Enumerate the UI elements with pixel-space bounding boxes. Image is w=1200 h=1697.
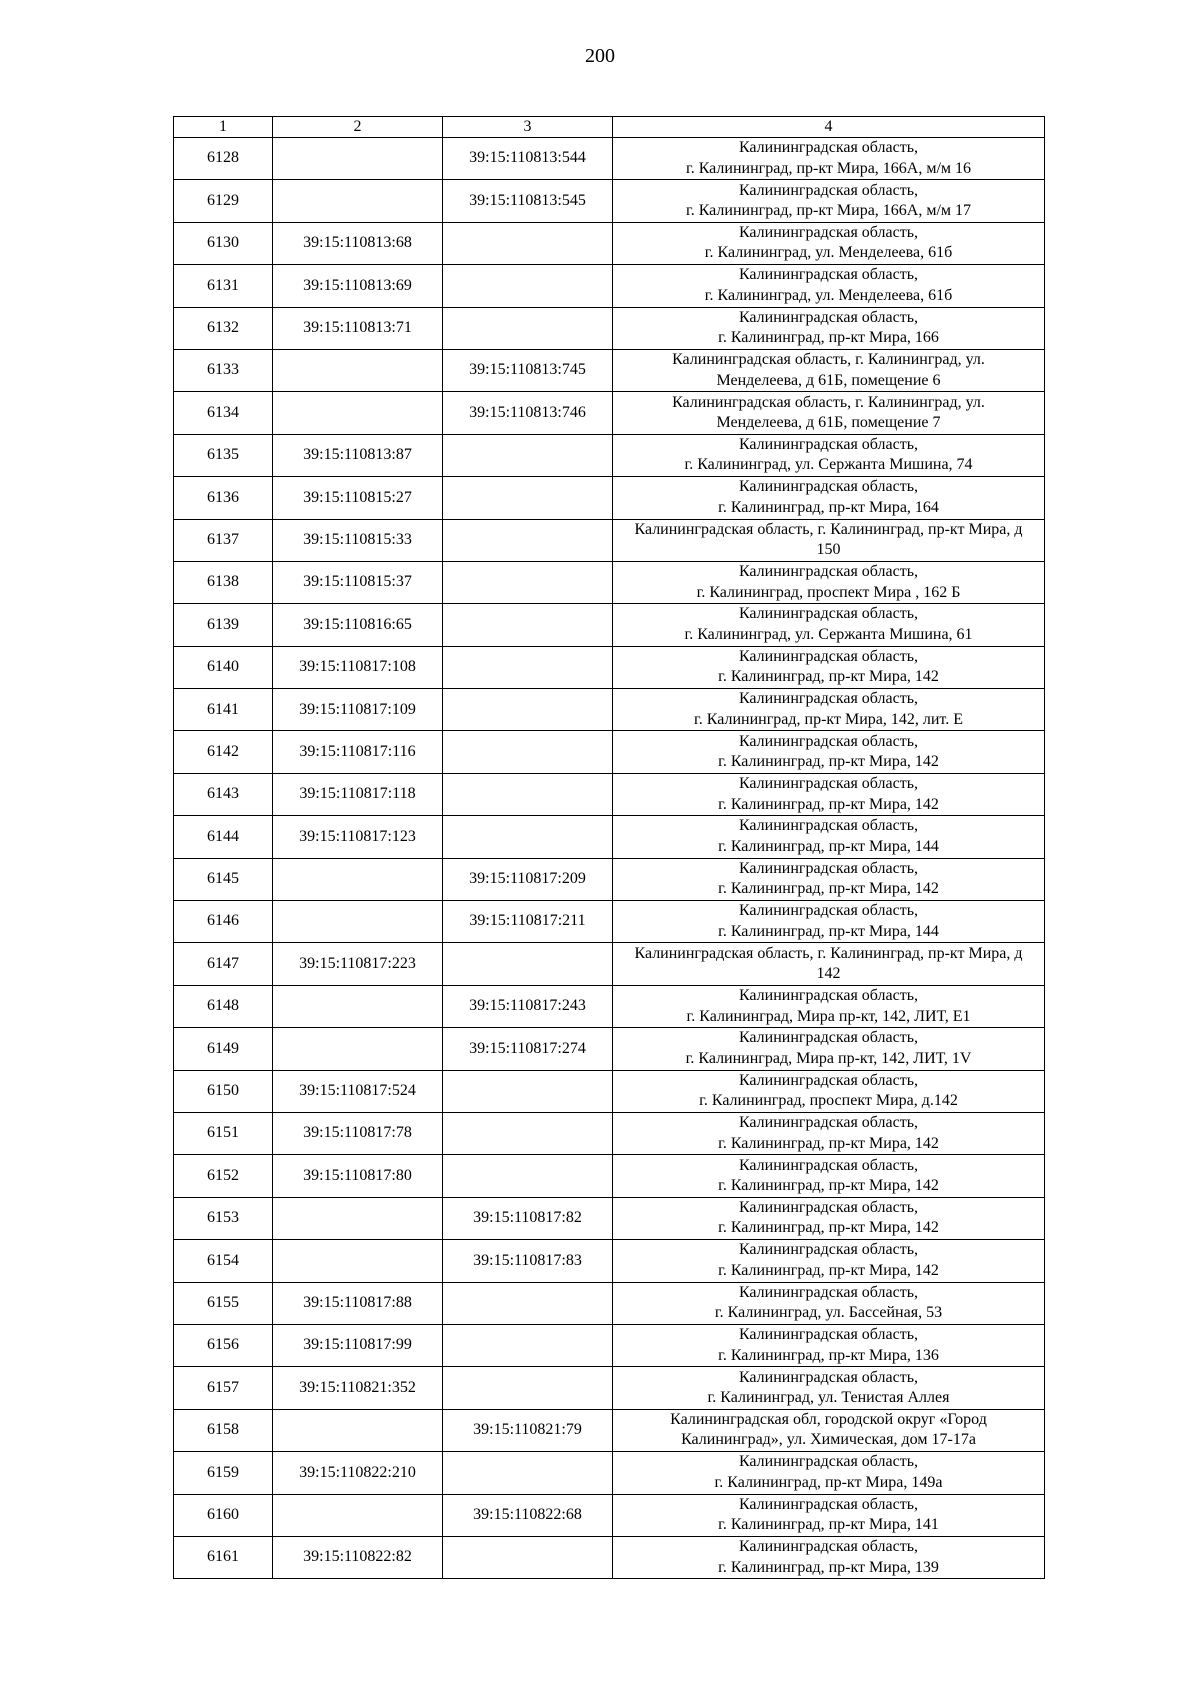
cell-address: [613, 1282, 1045, 1324]
address-line: г. Калининград, пр-кт Мира, 164: [718, 498, 939, 516]
cell-address: [613, 349, 1045, 391]
cell-building-cadastral: [443, 477, 613, 519]
table-row: [174, 1324, 1045, 1366]
cell-land-cadastral: 39:15:110817:99: [273, 1324, 443, 1366]
cell-building-cadastral: [443, 773, 613, 815]
address-line: Калининградская область,: [738, 266, 919, 284]
cell-building-cadastral: [443, 816, 613, 858]
cell-building-cadastral: [443, 1367, 613, 1409]
header-row: [174, 117, 1045, 138]
address-line: Менделеева, д 61Б, помещение 6: [716, 371, 941, 389]
cell-land-cadastral: 39:15:110822:210: [273, 1452, 443, 1494]
cell-building-cadastral: [443, 434, 613, 476]
table-row: [174, 519, 1045, 561]
cell-building-cadastral: [443, 731, 613, 773]
column-header-address: 4: [613, 117, 1045, 138]
cell-address: [613, 477, 1045, 519]
table-row: [174, 307, 1045, 349]
cell-building-cadastral: 39:15:110817:274: [443, 1028, 613, 1070]
address-line: г. Калининград, пр-кт Мира, 141: [718, 1516, 939, 1534]
table-row: [174, 392, 1045, 434]
cell-building-cadastral: [443, 307, 613, 349]
cell-address: [613, 1112, 1045, 1154]
address-line: г. Калининград, пр-кт Мира, 142: [718, 1261, 939, 1279]
table-row: [174, 1409, 1045, 1451]
table-row: [174, 858, 1045, 900]
cell-number: 6134: [174, 392, 273, 434]
cell-address: [613, 943, 1045, 985]
cell-land-cadastral: [273, 1494, 443, 1536]
table-row: [174, 1367, 1045, 1409]
cell-number: 6133: [174, 349, 273, 391]
cell-land-cadastral: 39:15:110813:71: [273, 307, 443, 349]
cell-address: [613, 816, 1045, 858]
cell-land-cadastral: 39:15:110817:108: [273, 646, 443, 688]
address-line: г. Калининград, пр-кт Мира, 144: [718, 922, 939, 940]
address-line: Калининградская область,: [738, 987, 919, 1004]
cell-land-cadastral: 39:15:110817:80: [273, 1155, 443, 1197]
cell-land-cadastral: [273, 138, 443, 180]
cell-number: 6148: [174, 985, 273, 1027]
address-line: г. Калининград, пр-кт Мира, 166А, м/м 17: [685, 202, 972, 220]
cell-address: [613, 985, 1045, 1027]
address-line: Калининградская область,: [738, 775, 919, 793]
address-line: Калининградская область,: [738, 1156, 919, 1174]
cell-address: [613, 689, 1045, 731]
cell-address: [613, 604, 1045, 646]
cell-number: 6147: [174, 943, 273, 985]
cell-number: 6129: [174, 180, 273, 222]
table-row: [174, 1494, 1045, 1536]
cell-address: [613, 858, 1045, 900]
address-line: Калининград», ул. Химическая, дом 17-17а: [681, 1431, 976, 1449]
cell-land-cadastral: 39:15:110813:69: [273, 265, 443, 307]
address-line: г. Калининград, пр-кт Мира, 136: [718, 1346, 939, 1364]
cell-land-cadastral: 39:15:110815:37: [273, 561, 443, 603]
cell-building-cadastral: [443, 1155, 613, 1197]
address-line: Калининградская область,: [738, 902, 919, 920]
address-line: г. Калининград, ул. Менделеева, 61б: [704, 244, 953, 262]
address-line: г. Калининград, пр-кт Мира, 142, лит. Е: [694, 710, 963, 728]
table-row: [174, 265, 1045, 307]
address-line: г. Калининград, пр-кт Мира, 149а: [714, 1473, 943, 1491]
cell-address: [613, 901, 1045, 943]
cell-address: [613, 180, 1045, 222]
address-line: Калининградская область,: [738, 1283, 919, 1301]
cell-address: [613, 1070, 1045, 1112]
cell-building-cadastral: [443, 943, 613, 985]
address-line: Калининградская область, г. Калининград, пр-кт Мира, д: [634, 944, 1023, 962]
address-line: г. Калининград, пр-кт Мира, 139: [718, 1558, 939, 1576]
cell-number: 6140: [174, 646, 273, 688]
address-line: г. Калининград, пр-кт Мира, 142: [718, 880, 939, 898]
table-row: [174, 901, 1045, 943]
cell-building-cadastral: 39:15:110813:746: [443, 392, 613, 434]
address-line: Калининградская область,: [738, 223, 919, 241]
cell-address: [613, 222, 1045, 264]
address-line: г. Калининград, ул. Тенистая Аллея: [707, 1389, 950, 1407]
address-line: Калининградская область, г. Калининград, пр-кт Мира, д: [634, 520, 1023, 538]
table-row: [174, 816, 1045, 858]
address-line: г. Калининград, проспект Мира, д.142: [699, 1092, 958, 1110]
cell-number: 6141: [174, 689, 273, 731]
cell-land-cadastral: 39:15:110817:223: [273, 943, 443, 985]
cell-land-cadastral: [273, 1028, 443, 1070]
table-row: [174, 222, 1045, 264]
address-line: Калининградская область,: [738, 732, 919, 750]
cell-land-cadastral: 39:15:110817:88: [273, 1282, 443, 1324]
cell-address: [613, 773, 1045, 815]
cell-building-cadastral: 39:15:110817:209: [443, 858, 613, 900]
cell-number: 6131: [174, 265, 273, 307]
cell-building-cadastral: [443, 561, 613, 603]
cell-number: 6152: [174, 1155, 273, 1197]
cell-land-cadastral: [273, 1409, 443, 1451]
cell-address: [613, 1409, 1045, 1451]
cell-address: [613, 1494, 1045, 1536]
address-line: г. Калининград, пр-кт Мира, 142: [718, 1219, 939, 1237]
cell-number: 6139: [174, 604, 273, 646]
table-header: [174, 117, 1045, 138]
cell-building-cadastral: 39:15:110813:745: [443, 349, 613, 391]
address-line: г. Калининград, пр-кт Мира, 144: [718, 837, 939, 855]
address-line: Калининградская область,: [738, 1453, 919, 1471]
table-row: [174, 138, 1045, 180]
cell-building-cadastral: 39:15:110821:79: [443, 1409, 613, 1451]
address-line: г. Калининград, Мира пр-кт, 142, ЛИТ, 1V: [685, 1049, 972, 1067]
cell-number: 6160: [174, 1494, 273, 1536]
cell-building-cadastral: [443, 646, 613, 688]
table-row: [174, 604, 1045, 646]
column-header-land-cadastral: 2: [273, 117, 443, 138]
cell-number: 6155: [174, 1282, 273, 1324]
cell-land-cadastral: 39:15:110816:65: [273, 604, 443, 646]
address-line: Калининградская область,: [738, 1495, 919, 1513]
cell-land-cadastral: [273, 985, 443, 1027]
address-line: Калининградская область,: [738, 563, 919, 581]
cell-building-cadastral: [443, 1070, 613, 1112]
cell-building-cadastral: [443, 1536, 613, 1578]
cell-address: [613, 265, 1045, 307]
cell-number: 6145: [174, 858, 273, 900]
cell-number: 6157: [174, 1367, 273, 1409]
cell-address: [613, 1240, 1045, 1282]
cell-building-cadastral: 39:15:110822:68: [443, 1494, 613, 1536]
table-row: [174, 180, 1045, 222]
cell-number: 6142: [174, 731, 273, 773]
cell-building-cadastral: [443, 604, 613, 646]
cell-land-cadastral: [273, 180, 443, 222]
column-header-building-cadastral: 3: [443, 117, 613, 138]
address-line: г. Калининград, пр-кт Мира, 142: [718, 668, 939, 686]
cell-number: 6143: [174, 773, 273, 815]
cell-land-cadastral: [273, 349, 443, 391]
cell-building-cadastral: [443, 519, 613, 561]
cell-address: [613, 392, 1045, 434]
address-line: Калининградская область,: [738, 478, 919, 496]
cell-number: 6149: [174, 1028, 273, 1070]
table-row: [174, 943, 1045, 985]
address-line: г. Калининград, ул. Сержанта Мишина, 74: [684, 456, 973, 474]
cell-number: 6151: [174, 1112, 273, 1154]
table-row: [174, 731, 1045, 773]
cell-land-cadastral: 39:15:110821:352: [273, 1367, 443, 1409]
table-row: [174, 1536, 1045, 1578]
cell-land-cadastral: 39:15:110822:82: [273, 1536, 443, 1578]
cell-address: [613, 519, 1045, 561]
cell-building-cadastral: 39:15:110817:83: [443, 1240, 613, 1282]
table-row: [174, 1197, 1045, 1239]
cell-number: 6156: [174, 1324, 273, 1366]
address-line: Калининградская область,: [738, 435, 919, 453]
address-line: Калининградская область,: [738, 181, 919, 199]
table-body: [174, 138, 1045, 1579]
address-line: Калининградская область,: [738, 308, 919, 326]
cell-address: [613, 138, 1045, 180]
cell-number: 6154: [174, 1240, 273, 1282]
address-line: Калининградская область,: [738, 1326, 919, 1344]
address-line: г. Калининград, ул. Менделеева, 61б: [704, 286, 953, 304]
address-line: 142: [816, 965, 841, 983]
address-line: Калининградская область,: [738, 817, 919, 835]
cell-address: [613, 1028, 1045, 1070]
cell-address: [613, 646, 1045, 688]
cell-land-cadastral: 39:15:110813:87: [273, 434, 443, 476]
cell-building-cadastral: [443, 1324, 613, 1366]
address-line: г. Калининград, ул. Сержанта Мишина, 61: [684, 625, 973, 643]
cell-land-cadastral: 39:15:110815:33: [273, 519, 443, 561]
cell-number: 6150: [174, 1070, 273, 1112]
table-row: [174, 1155, 1045, 1197]
table-row: [174, 1112, 1045, 1154]
address-line: г. Калининград, пр-кт Мира, 142: [718, 1134, 939, 1152]
address-line: Калининградская область,: [738, 1538, 919, 1556]
table-row: [174, 1070, 1045, 1112]
cell-land-cadastral: 39:15:110817:524: [273, 1070, 443, 1112]
address-line: г. Калининград, ул. Бассейная, 53: [714, 1304, 943, 1322]
cell-land-cadastral: 39:15:110817:123: [273, 816, 443, 858]
cell-number: 6137: [174, 519, 273, 561]
cell-address: [613, 1536, 1045, 1578]
cell-address: [613, 1452, 1045, 1494]
cell-building-cadastral: [443, 265, 613, 307]
cell-address: [613, 1155, 1045, 1197]
column-header-number: 1: [174, 117, 273, 138]
address-line: 150: [816, 541, 841, 559]
address-line: Калининградская область,: [738, 1071, 919, 1089]
cell-building-cadastral: 39:15:110817:211: [443, 901, 613, 943]
table-row: [174, 1240, 1045, 1282]
address-line: Калининградская область,: [738, 1241, 919, 1259]
cell-land-cadastral: 39:15:110817:78: [273, 1112, 443, 1154]
address-line: Калининградская область,: [738, 647, 919, 665]
cell-building-cadastral: [443, 1112, 613, 1154]
cell-land-cadastral: 39:15:110817:116: [273, 731, 443, 773]
table-row: [174, 1028, 1045, 1070]
cell-number: 6138: [174, 561, 273, 603]
cell-land-cadastral: 39:15:110817:109: [273, 689, 443, 731]
registry-table: [173, 116, 1045, 1579]
cell-land-cadastral: [273, 858, 443, 900]
cell-number: 6146: [174, 901, 273, 943]
cell-building-cadastral: 39:15:110817:243: [443, 985, 613, 1027]
cell-number: 6158: [174, 1409, 273, 1451]
address-line: Калининградская область,: [738, 139, 919, 157]
address-line: г. Калининград, пр-кт Мира, 166: [718, 329, 939, 347]
address-line: г. Калининград, проспект Мира , 162 Б: [696, 583, 961, 601]
address-line: Калининградская область,: [738, 605, 919, 623]
cell-address: [613, 307, 1045, 349]
cell-number: 6153: [174, 1197, 273, 1239]
table-row: [174, 689, 1045, 731]
table-row: [174, 477, 1045, 519]
cell-number: 6144: [174, 816, 273, 858]
address-line: Калининградская область,: [738, 1114, 919, 1132]
address-line: Менделеева, д 61Б, помещение 7: [716, 414, 941, 432]
cell-land-cadastral: [273, 1240, 443, 1282]
address-line: Калининградская область,: [738, 1198, 919, 1216]
page-number: 200: [585, 45, 615, 67]
cell-land-cadastral: 39:15:110817:118: [273, 773, 443, 815]
address-line: г. Калининград, пр-кт Мира, 166А, м/м 16: [685, 159, 972, 177]
table-row: [174, 434, 1045, 476]
address-line: г. Калининград, пр-кт Мира, 142: [718, 1177, 939, 1195]
cell-number: 6135: [174, 434, 273, 476]
address-line: Калининградская область, г. Калининград, ул.: [672, 393, 985, 411]
cell-address: [613, 1367, 1045, 1409]
address-line: Калининградская обл, городской округ «Город: [670, 1410, 987, 1428]
table-row: [174, 985, 1045, 1027]
cell-land-cadastral: [273, 901, 443, 943]
cell-address: [613, 561, 1045, 603]
cell-land-cadastral: 39:15:110813:68: [273, 222, 443, 264]
cell-building-cadastral: 39:15:110813:545: [443, 180, 613, 222]
cell-number: 6136: [174, 477, 273, 519]
cell-address: [613, 434, 1045, 476]
table-row: [174, 773, 1045, 815]
cell-number: 6159: [174, 1452, 273, 1494]
cell-building-cadastral: [443, 1282, 613, 1324]
cell-building-cadastral: 39:15:110813:544: [443, 138, 613, 180]
address-line: г. Калининград, Мира пр-кт, 142, ЛИТ, Е1: [686, 1007, 971, 1025]
cell-number: 6128: [174, 138, 273, 180]
cell-number: 6161: [174, 1536, 273, 1578]
address-line: Калининградская область,: [738, 859, 919, 877]
address-line: г. Калининград, пр-кт Мира, 142: [718, 795, 939, 813]
address-line: Калининградская область, г. Калининград, ул.: [672, 351, 985, 369]
cell-building-cadastral: [443, 222, 613, 264]
cell-building-cadastral: 39:15:110817:82: [443, 1197, 613, 1239]
address-line: Калининградская область,: [738, 1368, 919, 1386]
table-row: [174, 561, 1045, 603]
cell-building-cadastral: [443, 1452, 613, 1494]
cell-address: [613, 731, 1045, 773]
cell-land-cadastral: [273, 1197, 443, 1239]
cell-land-cadastral: 39:15:110815:27: [273, 477, 443, 519]
table-row: [174, 646, 1045, 688]
table-row: [174, 349, 1045, 391]
cell-address: [613, 1197, 1045, 1239]
address-line: Калининградская область,: [738, 1029, 919, 1047]
table-row: [174, 1282, 1045, 1324]
cell-number: 6130: [174, 222, 273, 264]
cell-land-cadastral: [273, 392, 443, 434]
cell-address: [613, 1324, 1045, 1366]
address-line: Калининградская область,: [738, 690, 919, 708]
address-line: г. Калининград, пр-кт Мира, 142: [718, 753, 939, 771]
cell-building-cadastral: [443, 689, 613, 731]
table-row: [174, 1452, 1045, 1494]
cell-number: 6132: [174, 307, 273, 349]
